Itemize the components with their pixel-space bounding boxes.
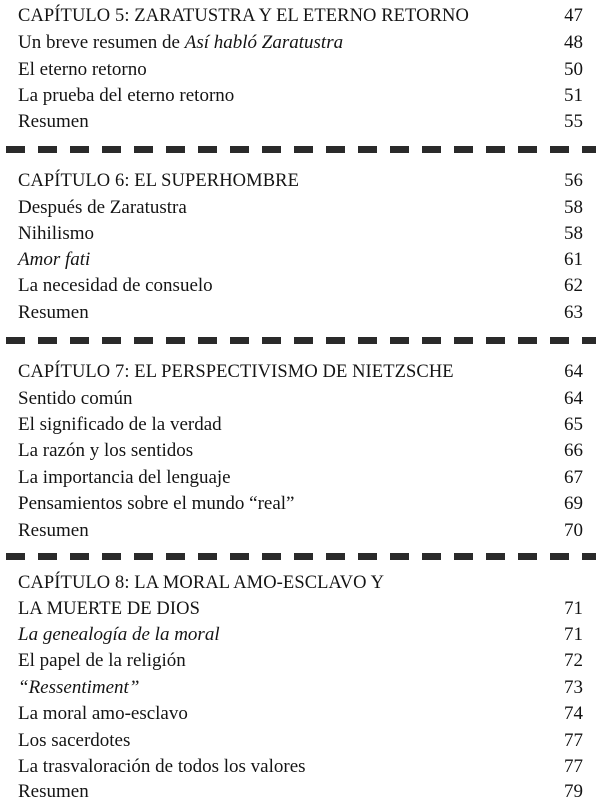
toc-entry[interactable] bbox=[18, 412, 583, 438]
toc-entry[interactable] bbox=[18, 465, 583, 491]
page-number: 50 bbox=[564, 59, 583, 80]
page-number: 47 bbox=[564, 6, 583, 26]
chapter-heading[interactable] bbox=[18, 3, 583, 29]
toc-entry[interactable] bbox=[18, 728, 583, 754]
entry-title: Los sacerdotes bbox=[18, 730, 131, 751]
entry-title: Después de Zaratustra bbox=[18, 197, 187, 218]
toc-entry[interactable] bbox=[18, 109, 583, 135]
page-number: 72 bbox=[564, 650, 583, 671]
entry-title: Resumen bbox=[18, 781, 89, 802]
page-number: 66 bbox=[564, 440, 583, 461]
toc-entry[interactable] bbox=[18, 247, 583, 273]
page-number: 58 bbox=[564, 223, 583, 244]
toc-entry[interactable] bbox=[18, 221, 583, 247]
entry-title-italic: Así habló Zaratustra bbox=[184, 32, 344, 53]
page-number: 61 bbox=[564, 249, 583, 270]
entry-title: Pensamientos sobre el mundo “real” bbox=[18, 493, 295, 514]
dashed-separator bbox=[6, 553, 596, 560]
page-number: 67 bbox=[564, 467, 583, 488]
entry-title: La moral amo-esclavo bbox=[18, 703, 188, 724]
toc-entry[interactable] bbox=[18, 701, 583, 727]
page-number: 70 bbox=[564, 520, 583, 541]
chapter-heading[interactable] bbox=[18, 359, 583, 385]
page-number: 73 bbox=[564, 677, 583, 698]
entry-title-plain: Un breve resumen de bbox=[18, 32, 185, 53]
page-number: 62 bbox=[564, 275, 583, 296]
chapter-title-line-2: LA MUERTE DE DIOS bbox=[18, 599, 200, 619]
toc-entry[interactable] bbox=[18, 675, 583, 701]
chapter-title-line-1: CAPÍTULO 8: LA MORAL AMO-ESCLAVO Y bbox=[18, 573, 385, 593]
page-number: 64 bbox=[564, 388, 583, 409]
page-number: 79 bbox=[564, 781, 583, 802]
toc-entry[interactable] bbox=[18, 438, 583, 464]
entry-title: Resumen bbox=[18, 111, 89, 132]
dashed-separator bbox=[6, 337, 596, 344]
page-number: 69 bbox=[564, 493, 583, 514]
entry-title: Amor fati bbox=[18, 249, 91, 270]
entry-title: Sentido común bbox=[18, 388, 133, 409]
chapter-heading[interactable] bbox=[18, 168, 583, 194]
toc-entry[interactable] bbox=[18, 57, 583, 83]
toc-entry[interactable] bbox=[18, 491, 583, 517]
page-number: 63 bbox=[564, 302, 583, 323]
toc-entry[interactable] bbox=[18, 386, 583, 412]
toc-entry[interactable] bbox=[18, 622, 583, 648]
toc-entry[interactable] bbox=[18, 518, 583, 544]
entry-title: La trasvaloración de todos los valores bbox=[18, 756, 306, 777]
page-number: 77 bbox=[564, 756, 583, 777]
toc-entry[interactable] bbox=[18, 300, 583, 326]
toc-entry[interactable] bbox=[18, 779, 583, 805]
toc-entry[interactable] bbox=[18, 273, 583, 299]
chapter-heading[interactable] bbox=[18, 570, 583, 622]
entry-title: La genealogía de la moral bbox=[18, 624, 220, 645]
entry-title: “Ressentiment” bbox=[18, 677, 140, 698]
entry-title: La importancia del lenguaje bbox=[18, 467, 231, 488]
page-number: 51 bbox=[564, 85, 583, 106]
entry-title: Nihilismo bbox=[18, 223, 95, 244]
entry-title: La razón y los sentidos bbox=[18, 440, 194, 461]
page-number: 56 bbox=[564, 171, 583, 191]
entry-title: El significado de la verdad bbox=[18, 414, 222, 435]
entry-title: Resumen bbox=[18, 302, 89, 323]
entry-title: La necesidad de consuelo bbox=[18, 275, 213, 296]
page-number: 64 bbox=[564, 362, 583, 382]
chapter-title: CAPÍTULO 7: EL PERSPECTIVISMO DE NIETZSCHE bbox=[18, 362, 454, 382]
entry-title: Resumen bbox=[18, 520, 89, 541]
entry-title: La prueba del eterno retorno bbox=[18, 85, 235, 106]
entry-title: El papel de la religión bbox=[18, 650, 186, 671]
dashed-separator bbox=[6, 146, 596, 153]
chapter-title: CAPÍTULO 6: EL SUPERHOMBRE bbox=[18, 171, 299, 191]
toc-entry[interactable] bbox=[18, 754, 583, 780]
entry-title bbox=[18, 30, 343, 56]
entry-title: El eterno retorno bbox=[18, 59, 147, 80]
toc-entry[interactable] bbox=[18, 195, 583, 221]
page-number: 74 bbox=[564, 703, 583, 724]
chapter-title: CAPÍTULO 5: ZARATUSTRA Y EL ETERNO RETORNO bbox=[18, 6, 469, 26]
page-number: 58 bbox=[564, 197, 583, 218]
toc-entry[interactable] bbox=[18, 30, 583, 56]
chapter-title bbox=[18, 570, 384, 622]
page-number: 48 bbox=[564, 32, 583, 53]
toc-entry[interactable] bbox=[18, 648, 583, 674]
page-number: 55 bbox=[564, 111, 583, 132]
page-number: 77 bbox=[564, 730, 583, 751]
toc-entry[interactable] bbox=[18, 83, 583, 109]
page-number: 71 bbox=[564, 599, 583, 619]
page-number: 71 bbox=[564, 624, 583, 645]
page-number: 65 bbox=[564, 414, 583, 435]
